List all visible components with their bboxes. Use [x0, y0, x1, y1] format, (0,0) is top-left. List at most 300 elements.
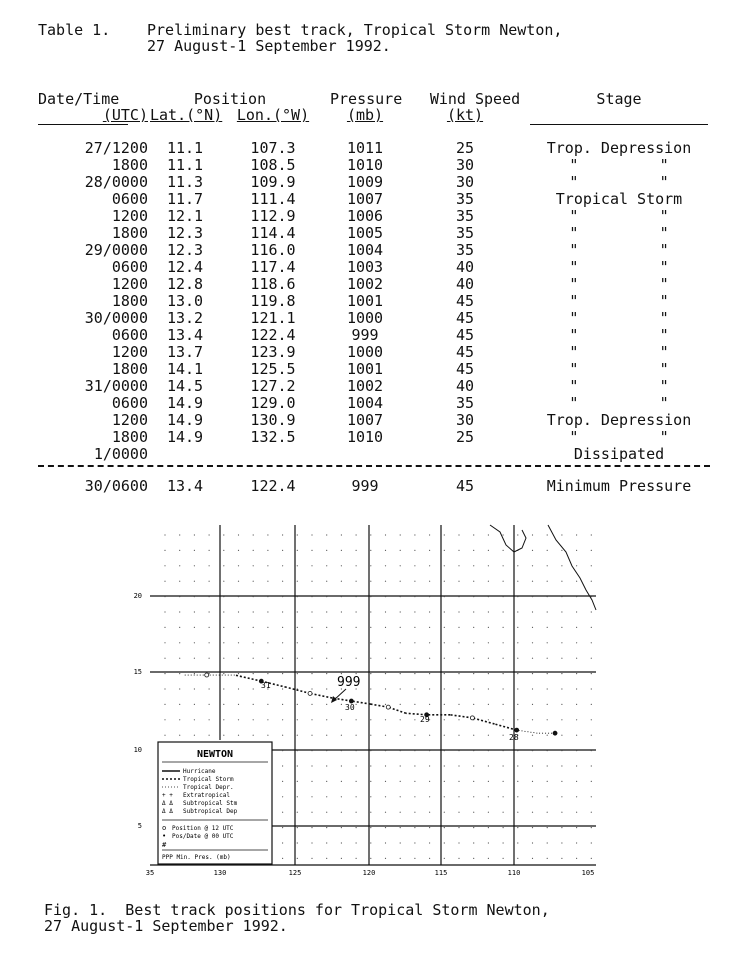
grid-dot: [473, 534, 474, 535]
grid-dot: [311, 750, 312, 751]
grid-dot: [488, 658, 489, 659]
cell-date: 1800: [111, 292, 148, 310]
grid-dot: [209, 534, 210, 535]
header-wind-speed: Wind Speed: [429, 90, 521, 108]
grid-dot: [267, 581, 268, 582]
grid-dot: [400, 842, 401, 843]
grid-dot: [370, 765, 371, 766]
cell-lon: 122.4: [250, 326, 296, 344]
grid-dot: [473, 735, 474, 736]
grid-dot: [341, 750, 342, 751]
legend-symbol-subtropical-dep: Δ Δ: [162, 808, 173, 815]
grid-dot: [429, 858, 430, 859]
grid-dot: [400, 858, 401, 859]
grid-dot: [458, 719, 459, 720]
min-pressure-arrow: [334, 689, 346, 700]
grid-dot: [576, 550, 577, 551]
grid-dot: [326, 781, 327, 782]
grid-dot: [444, 781, 445, 782]
grid-dot: [488, 627, 489, 628]
grid-dot: [414, 735, 415, 736]
grid-dot: [297, 827, 298, 828]
date-label-31: 31: [261, 681, 271, 690]
legend-symbol-subtropical-stm: Δ Δ: [162, 800, 173, 807]
grid-dot: [179, 611, 180, 612]
cell-pres: 1002: [346, 377, 384, 395]
grid-dot: [326, 765, 327, 766]
cell-pres: 1010: [346, 156, 384, 174]
grid-dot: [253, 581, 254, 582]
min-row-lon: 122.4: [250, 477, 296, 495]
grid-dot: [547, 765, 548, 766]
grid-dot: [311, 611, 312, 612]
grid-dot: [547, 735, 548, 736]
grid-dot: [488, 642, 489, 643]
grid-dot: [532, 827, 533, 828]
grid-dot: [488, 750, 489, 751]
grid-dot: [444, 796, 445, 797]
grid-dot: [370, 796, 371, 797]
grid-dot: [164, 704, 165, 705]
cell-pres: 1004: [346, 241, 384, 259]
grid-dot: [253, 688, 254, 689]
grid-dot: [488, 534, 489, 535]
grid-dot: [311, 842, 312, 843]
grid-dot: [429, 642, 430, 643]
cell-date: 1800: [111, 360, 148, 378]
grid-dot: [414, 858, 415, 859]
grid-dot: [164, 735, 165, 736]
grid-dot: [223, 673, 224, 674]
cell-lat: 14.9: [166, 428, 204, 446]
grid-dot: [400, 673, 401, 674]
grid-dot: [164, 596, 165, 597]
grid-dot: [561, 565, 562, 566]
grid-dot: [591, 765, 592, 766]
grid-dot: [282, 550, 283, 551]
grid-dot: [297, 596, 298, 597]
grid-dot: [326, 534, 327, 535]
lon-label-135: 35: [145, 869, 155, 877]
grid-dot: [385, 596, 386, 597]
grid-dot: [561, 581, 562, 582]
grid-dot: [532, 735, 533, 736]
grid-dot: [370, 827, 371, 828]
grid-dot: [503, 704, 504, 705]
grid-dot: [473, 581, 474, 582]
map-legend: [158, 742, 272, 864]
cell-stage: " ": [569, 343, 669, 361]
grid-dot: [503, 765, 504, 766]
cell-date: 1/0000: [93, 445, 148, 463]
grid-dot: [356, 827, 357, 828]
grid-dot: [561, 688, 562, 689]
grid-dot: [429, 550, 430, 551]
grid-dot: [282, 673, 283, 674]
cell-pres: 1011: [346, 139, 384, 157]
grid-dot: [282, 688, 283, 689]
cell-lat: 13.0: [166, 292, 204, 310]
grid-dot: [297, 550, 298, 551]
cell-stage: Tropical Storm: [555, 190, 683, 208]
grid-dot: [267, 673, 268, 674]
grid-dot: [414, 550, 415, 551]
grid-dot: [473, 688, 474, 689]
grid-dot: [179, 627, 180, 628]
grid-dot: [458, 704, 459, 705]
grid-dot: [591, 627, 592, 628]
cell-stage: Trop. Depression: [546, 411, 692, 429]
grid-dot: [356, 565, 357, 566]
grid-dot: [458, 735, 459, 736]
track-segment-tropical-storm: [495, 724, 517, 730]
grid-dot: [488, 565, 489, 566]
grid-dot: [517, 719, 518, 720]
grid-dot: [591, 719, 592, 720]
grid-dot: [370, 750, 371, 751]
grid-dot: [194, 704, 195, 705]
grid-dot: [223, 565, 224, 566]
grid-dot: [341, 565, 342, 566]
grid-dot: [458, 765, 459, 766]
grid-dot: [444, 627, 445, 628]
cell-date: 28/0000: [84, 173, 148, 191]
cell-lon: 116.0: [250, 241, 296, 259]
grid-dot: [458, 827, 459, 828]
cell-stage: " ": [569, 173, 669, 191]
cell-pres: 999: [351, 326, 379, 344]
grid-dot: [532, 796, 533, 797]
grid-dot: [429, 765, 430, 766]
grid-dot: [326, 565, 327, 566]
grid-dot: [223, 581, 224, 582]
grid-dot: [547, 719, 548, 720]
grid-dot: [282, 704, 283, 705]
cell-lon: 114.4: [250, 224, 296, 242]
grid-dot: [341, 704, 342, 705]
grid-dot: [341, 658, 342, 659]
grid-dot: [517, 827, 518, 828]
grid-dot: [326, 688, 327, 689]
grid-dot: [429, 735, 430, 736]
grid-dot: [297, 796, 298, 797]
grid-dot: [576, 796, 577, 797]
grid-dot: [223, 688, 224, 689]
grid-dot: [458, 611, 459, 612]
min-row-lat: 13.4: [166, 477, 204, 495]
grid-dot: [561, 673, 562, 674]
grid-dot: [164, 627, 165, 628]
grid-dot: [385, 627, 386, 628]
date-label-30: 30: [345, 703, 355, 712]
grid-dot: [370, 658, 371, 659]
grid-dot: [488, 596, 489, 597]
grid-dot: [297, 534, 298, 535]
cell-lat: 12.8: [166, 275, 204, 293]
cell-wind: 25: [455, 428, 475, 446]
grid-dot: [209, 704, 210, 705]
grid-dot: [238, 581, 239, 582]
grid-dot: [223, 534, 224, 535]
grid-dot: [326, 735, 327, 736]
grid-dot: [385, 858, 386, 859]
grid-dot: [458, 550, 459, 551]
grid-dot: [429, 673, 430, 674]
grid-dot: [473, 642, 474, 643]
track-segment-tropical-storm: [472, 718, 494, 724]
cell-date: 0600: [111, 326, 148, 344]
grid-dot: [532, 581, 533, 582]
grid-dot: [179, 534, 180, 535]
cell-lon: 108.5: [250, 156, 296, 174]
grid-dot: [223, 658, 224, 659]
track-segment-tropical-storm: [235, 675, 262, 681]
min-row-pressure: 999: [351, 477, 379, 495]
grid-dot: [517, 842, 518, 843]
grid-dot: [473, 827, 474, 828]
grid-dot: [341, 812, 342, 813]
grid-dot: [488, 581, 489, 582]
cell-lat: 14.9: [166, 411, 204, 429]
grid-dot: [370, 627, 371, 628]
grid-dot: [414, 765, 415, 766]
grid-dot: [591, 673, 592, 674]
grid-dot: [209, 688, 210, 689]
cell-pres: 1006: [346, 207, 384, 225]
grid-dot: [576, 735, 577, 736]
grid-dot: [591, 611, 592, 612]
grid-dot: [311, 704, 312, 705]
grid-dot: [488, 858, 489, 859]
cell-lon: 112.9: [250, 207, 296, 225]
grid-dot: [576, 704, 577, 705]
grid-dot: [253, 611, 254, 612]
grid-dot: [370, 642, 371, 643]
grid-dot: [164, 565, 165, 566]
grid-dot: [326, 812, 327, 813]
cell-pres: 1001: [346, 292, 384, 310]
grid-dot: [164, 658, 165, 659]
cell-stage: " ": [569, 224, 669, 242]
cell-pres: 1007: [346, 411, 384, 429]
cell-lat: 13.2: [166, 309, 204, 327]
grid-dot: [532, 750, 533, 751]
grid-dot: [400, 642, 401, 643]
track-point-00utc: [514, 728, 519, 733]
grid-dot: [179, 642, 180, 643]
grid-dot: [370, 534, 371, 535]
grid-dot: [400, 565, 401, 566]
grid-dot: [267, 642, 268, 643]
grid-dot: [370, 550, 371, 551]
grid-dot: [444, 550, 445, 551]
table-label: Table 1.: [38, 21, 111, 39]
lon-axis-labels: [146, 869, 595, 877]
grid-dot: [253, 704, 254, 705]
grid-dot: [517, 581, 518, 582]
lon-label-130: 130: [213, 869, 227, 877]
grid-dot: [326, 719, 327, 720]
grid-dot: [164, 534, 165, 535]
cell-lon: 129.0: [250, 394, 296, 412]
grid-dot: [429, 781, 430, 782]
grid-dot: [297, 642, 298, 643]
min-row-date: 30/0600: [84, 477, 148, 495]
cell-wind: 45: [455, 360, 475, 378]
grid-dot: [429, 688, 430, 689]
grid-dot: [311, 565, 312, 566]
grid-dot: [370, 673, 371, 674]
grid-dot: [297, 765, 298, 766]
track-segment-tropical-storm: [286, 687, 310, 693]
grid-dot: [400, 781, 401, 782]
cell-wind: 35: [455, 224, 475, 242]
cell-wind: 45: [455, 292, 475, 310]
grid-dot: [517, 658, 518, 659]
date-label-28: 28: [509, 733, 519, 742]
grid-dot: [209, 735, 210, 736]
track-segment-tropical-storm: [388, 707, 406, 713]
cell-pres: 1007: [346, 190, 384, 208]
grid-dot: [282, 858, 283, 859]
grid-dot: [385, 642, 386, 643]
grid-dot: [370, 581, 371, 582]
grid-dot: [385, 719, 386, 720]
cell-stage: " ": [569, 292, 669, 310]
grid-dot: [400, 827, 401, 828]
grid-dot: [164, 611, 165, 612]
grid-dot: [400, 550, 401, 551]
grid-dot: [194, 688, 195, 689]
grid-dot: [282, 534, 283, 535]
grid-dot: [547, 673, 548, 674]
grid-dot: [326, 611, 327, 612]
grid-dot: [561, 642, 562, 643]
cell-stage: " ": [569, 258, 669, 276]
grid-dot: [341, 842, 342, 843]
coastline-luzon: [490, 525, 526, 552]
grid-dot: [458, 858, 459, 859]
grid-dot: [591, 735, 592, 736]
legend-title: NEWTON: [196, 749, 234, 760]
grid-dot: [561, 842, 562, 843]
min-row-stage: Minimum Pressure: [546, 477, 692, 495]
grid-dot: [282, 658, 283, 659]
grid-dot: [591, 827, 592, 828]
grid-dot: [179, 550, 180, 551]
grid-dot: [297, 812, 298, 813]
grid-dot: [209, 627, 210, 628]
cell-pres: 1002: [346, 275, 384, 293]
grid-dot: [547, 796, 548, 797]
grid-dot: [444, 858, 445, 859]
grid-dot: [223, 704, 224, 705]
grid-dot: [385, 704, 386, 705]
grid-dot: [238, 642, 239, 643]
grid-dot: [164, 581, 165, 582]
figure-caption-line2: 27 August-1 September 1992.: [44, 917, 288, 935]
grid-dot: [576, 611, 577, 612]
grid-dot: [370, 842, 371, 843]
grid-dot: [429, 704, 430, 705]
grid-dot: [267, 735, 268, 736]
legend-symbol-position-12: o: [162, 824, 167, 832]
grid-dot: [297, 704, 298, 705]
grid-dot: [326, 796, 327, 797]
grid-dot: [503, 827, 504, 828]
grid-dot: [576, 658, 577, 659]
grid-dot: [238, 596, 239, 597]
grid-dot: [517, 534, 518, 535]
grid-dot: [473, 750, 474, 751]
grid-dot: [517, 704, 518, 705]
grid-dot: [444, 673, 445, 674]
grid-dot: [488, 812, 489, 813]
track-point-12utc: [470, 716, 474, 720]
cell-stage: " ": [569, 156, 669, 174]
grid-dot: [532, 858, 533, 859]
cell-wind: 40: [455, 258, 475, 276]
grid-dot: [326, 581, 327, 582]
grid-dot: [238, 719, 239, 720]
grid-dot: [209, 611, 210, 612]
grid-dot: [164, 550, 165, 551]
grid-dot: [547, 827, 548, 828]
grid-dot: [223, 735, 224, 736]
grid-dot: [326, 704, 327, 705]
grid-dot: [561, 596, 562, 597]
grid-dot: [488, 550, 489, 551]
grid-dot: [238, 735, 239, 736]
grid-dot: [414, 596, 415, 597]
grid-dot: [326, 596, 327, 597]
grid-dot: [414, 658, 415, 659]
cell-lat: 12.4: [166, 258, 204, 276]
cell-lat: 11.1: [166, 156, 204, 174]
cell-lat: 13.7: [166, 343, 204, 361]
grid-dot: [223, 596, 224, 597]
cell-date: 0600: [111, 190, 148, 208]
legend-item-subtropical-dep: Subtropical Dep: [183, 808, 238, 815]
grid-dot: [458, 750, 459, 751]
grid-dot: [429, 627, 430, 628]
lon-label-115: 115: [434, 869, 448, 877]
grid-dot: [164, 688, 165, 689]
grid-dot: [179, 719, 180, 720]
grid-dot: [488, 704, 489, 705]
grid-dot: [414, 673, 415, 674]
cell-wind: 30: [455, 411, 475, 429]
grid-dot: [576, 534, 577, 535]
grid-dot: [356, 550, 357, 551]
grid-dot: [488, 827, 489, 828]
grid-dot: [282, 827, 283, 828]
grid-dot: [253, 735, 254, 736]
grid-dot: [356, 781, 357, 782]
grid-dot: [297, 719, 298, 720]
legend-item-position-12: Position @ 12 UTC: [172, 825, 234, 832]
track-point-00utc: [553, 731, 558, 736]
grid-dot: [591, 842, 592, 843]
grid-dot: [297, 658, 298, 659]
cell-pres: 1003: [346, 258, 384, 276]
grid-dot: [488, 719, 489, 720]
cell-date: 30/0000: [84, 309, 148, 327]
grid-dot: [385, 673, 386, 674]
legend-item-min-pres: PPP Min. Pres. (mb): [162, 854, 231, 861]
grid-dot: [238, 658, 239, 659]
grid-dot: [267, 658, 268, 659]
